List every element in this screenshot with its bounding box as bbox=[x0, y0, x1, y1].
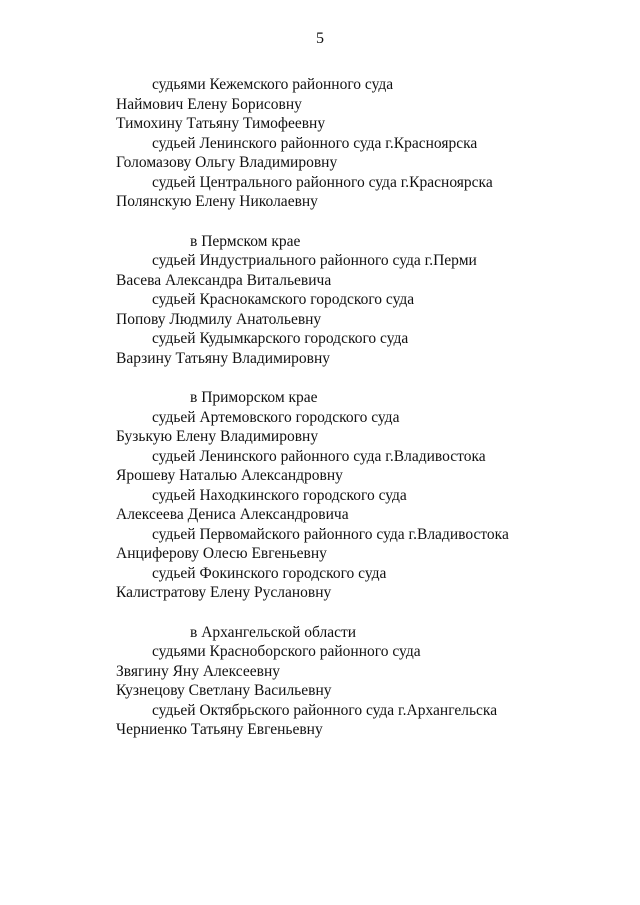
court-line: судьей Фокинского городского суда bbox=[152, 564, 387, 582]
judge-name: Тимохину Татьяну Тимофеевну bbox=[116, 115, 326, 132]
court-line: судьей Находкинского городского суда bbox=[152, 486, 407, 504]
judge-name: Алексеева Дениса Александровича bbox=[116, 506, 349, 523]
section-4 bbox=[0, 623, 640, 740]
judge-name: Звягину Яну Алексеевну bbox=[116, 662, 280, 680]
judge-name: Полянскую Елену Николаевну bbox=[116, 193, 318, 210]
judge-name: Попову Людмилу Анатольевну bbox=[116, 310, 322, 328]
region-heading: в Пермском крае bbox=[190, 232, 301, 250]
court-line: судьей Октябрьского районного суда г.Архангельска bbox=[152, 701, 498, 719]
judge-name: Калистратову Елену Руслановну bbox=[116, 584, 332, 601]
section-2 bbox=[0, 232, 640, 369]
section-3 bbox=[0, 388, 640, 603]
judge-name: Бузькую Елену Владимировну bbox=[116, 428, 319, 445]
court-line: судьей Ленинского районного суда г.Владивостока bbox=[152, 447, 486, 465]
court-line: судьей Артемовского городского суда bbox=[152, 408, 400, 426]
region-heading: в Архангельской области bbox=[190, 623, 357, 641]
page-number: 5 bbox=[316, 30, 324, 47]
court-line: судьей Кудымкарского городского суда bbox=[152, 330, 409, 347]
judge-name: Кузнецову Светлану Васильевну bbox=[116, 682, 332, 699]
section-1 bbox=[0, 75, 640, 212]
region-heading: в Приморском крае bbox=[190, 389, 318, 406]
court-line: судьей Ленинского районного суда г.Красноярска bbox=[152, 134, 478, 152]
judge-name: Васева Александра Витальевича bbox=[116, 271, 332, 289]
judge-name: Наймович Елену Борисовну bbox=[116, 95, 302, 113]
judge-name: Анциферову Олесю Евгеньевну bbox=[116, 545, 327, 562]
court-line: судьями Кежемского районного суда bbox=[152, 76, 394, 93]
judge-name: Варзину Татьяну Владимировну bbox=[116, 349, 331, 367]
court-line: судьей Краснокамского городского суда bbox=[152, 291, 415, 308]
judge-name: Черниенко Татьяну Евгеньевну bbox=[116, 721, 323, 738]
court-line: судьями Красноборского районного суда bbox=[152, 643, 421, 660]
appointment-list bbox=[0, 75, 640, 740]
judge-name: Ярошеву Наталью Александровну bbox=[116, 467, 343, 484]
court-line: судьей Центрального районного суда г.Красноярска bbox=[152, 173, 493, 191]
court-line: судьей Индустриального районного суда г.Перми bbox=[152, 252, 477, 269]
court-line: судьей Первомайского районного суда г.Владивостока bbox=[152, 525, 509, 543]
judge-name: Голомазову Ольгу Владимировну bbox=[116, 154, 338, 171]
